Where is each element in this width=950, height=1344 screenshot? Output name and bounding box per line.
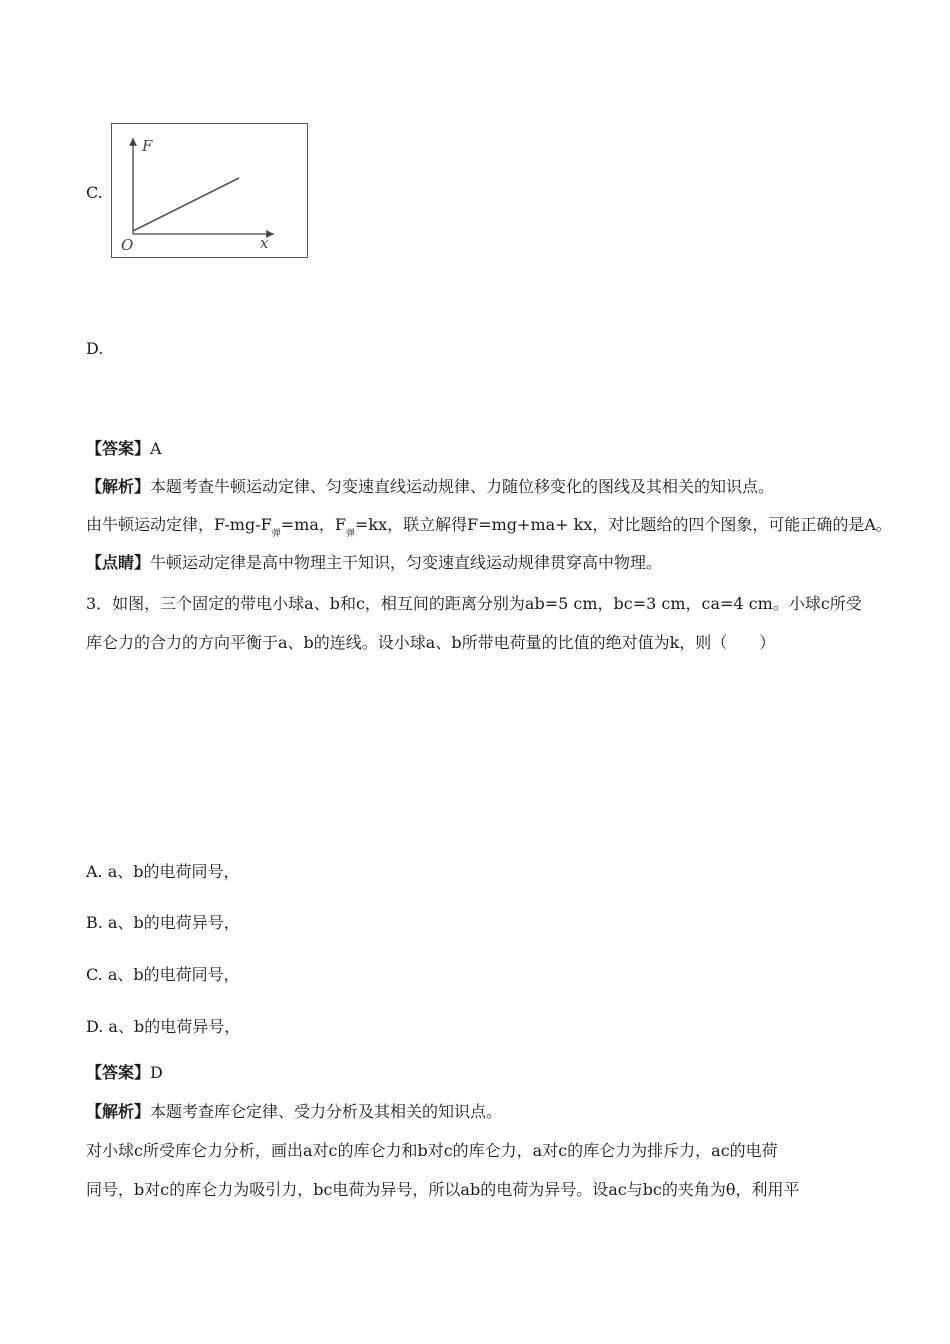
q3-body-line-1: 对小球c所受库仑力分析，画出a对c的库仑力和b对c的库仑力，a对c的库仑力为排斥力，ac的电荷 xyxy=(86,1141,778,1160)
analysis-text: 本题考查库仑定律、受力分析及其相关的知识点。 xyxy=(150,1102,503,1121)
answer-tag: 【答案】 xyxy=(86,1063,151,1082)
derivation-part-2: =ma，F xyxy=(280,515,346,534)
derivation-part-3: =kx，联立解得F=mg+ma+ kx，对比题给的四个图象，可能正确的是A。 xyxy=(354,515,892,534)
q3-analysis xyxy=(86,1099,502,1122)
q3-option-d: D. a、b的电荷异号， xyxy=(86,1017,241,1036)
subscript-spring-2: 弹 xyxy=(345,529,355,539)
analysis-tag: 【解析】 xyxy=(86,1102,151,1121)
answer-value: A xyxy=(150,439,162,458)
q2-derivation xyxy=(86,512,892,539)
q3-stem-line-2: 库仑力的合力的方向平衡于a、b的连线。设小球a、b所带电荷量的比值的绝对值为k，则（ ） xyxy=(86,633,776,652)
subscript-spring-1: 弹 xyxy=(271,529,281,539)
q3-stem-line-1: 3．如图，三个固定的带电小球a、b和c，相互间的距离分别为ab=5 cm，bc=3 cm，ca=4 cm。小球c所受 xyxy=(86,594,862,613)
q3-answer xyxy=(86,1060,163,1083)
comment-text: 牛顿运动定律是高中物理主干知识，匀变速直线运动规律贯穿高中物理。 xyxy=(150,553,663,572)
q2-answer xyxy=(86,436,162,459)
option-c-graph xyxy=(111,123,308,258)
origin-label: O xyxy=(121,236,134,254)
q2-comment xyxy=(86,550,662,573)
q3-option-a: A. a、b的电荷同号， xyxy=(86,862,240,881)
answer-value: D xyxy=(150,1063,163,1082)
comment-tag: 【点睛】 xyxy=(86,553,151,572)
q3-body-line-2: 同号，b对c的库仑力为吸引力，bc电荷为异号，所以ab的电荷为异号。设ac与bc的夹角为θ，利用平 xyxy=(86,1180,800,1199)
option-c-label: C. xyxy=(86,183,103,202)
q2-analysis xyxy=(86,474,774,497)
x-axis-label: x xyxy=(260,234,269,252)
force-displacement-graph xyxy=(112,124,309,259)
analysis-text: 本题考查牛顿运动定律、匀变速直线运动规律、力随位移变化的图线及其相关的知识点。 xyxy=(150,477,775,496)
answer-tag: 【答案】 xyxy=(86,439,151,458)
graph-line xyxy=(133,178,239,231)
q3-option-b: B. a、b的电荷异号， xyxy=(86,913,240,932)
derivation-part-1: 由牛顿运动定律，F-mg-F xyxy=(86,515,272,534)
analysis-tag: 【解析】 xyxy=(86,477,151,496)
option-d-label: D. xyxy=(86,339,104,358)
y-axis-label: F xyxy=(142,137,153,155)
q3-option-c: C. a、b的电荷同号， xyxy=(86,965,240,984)
